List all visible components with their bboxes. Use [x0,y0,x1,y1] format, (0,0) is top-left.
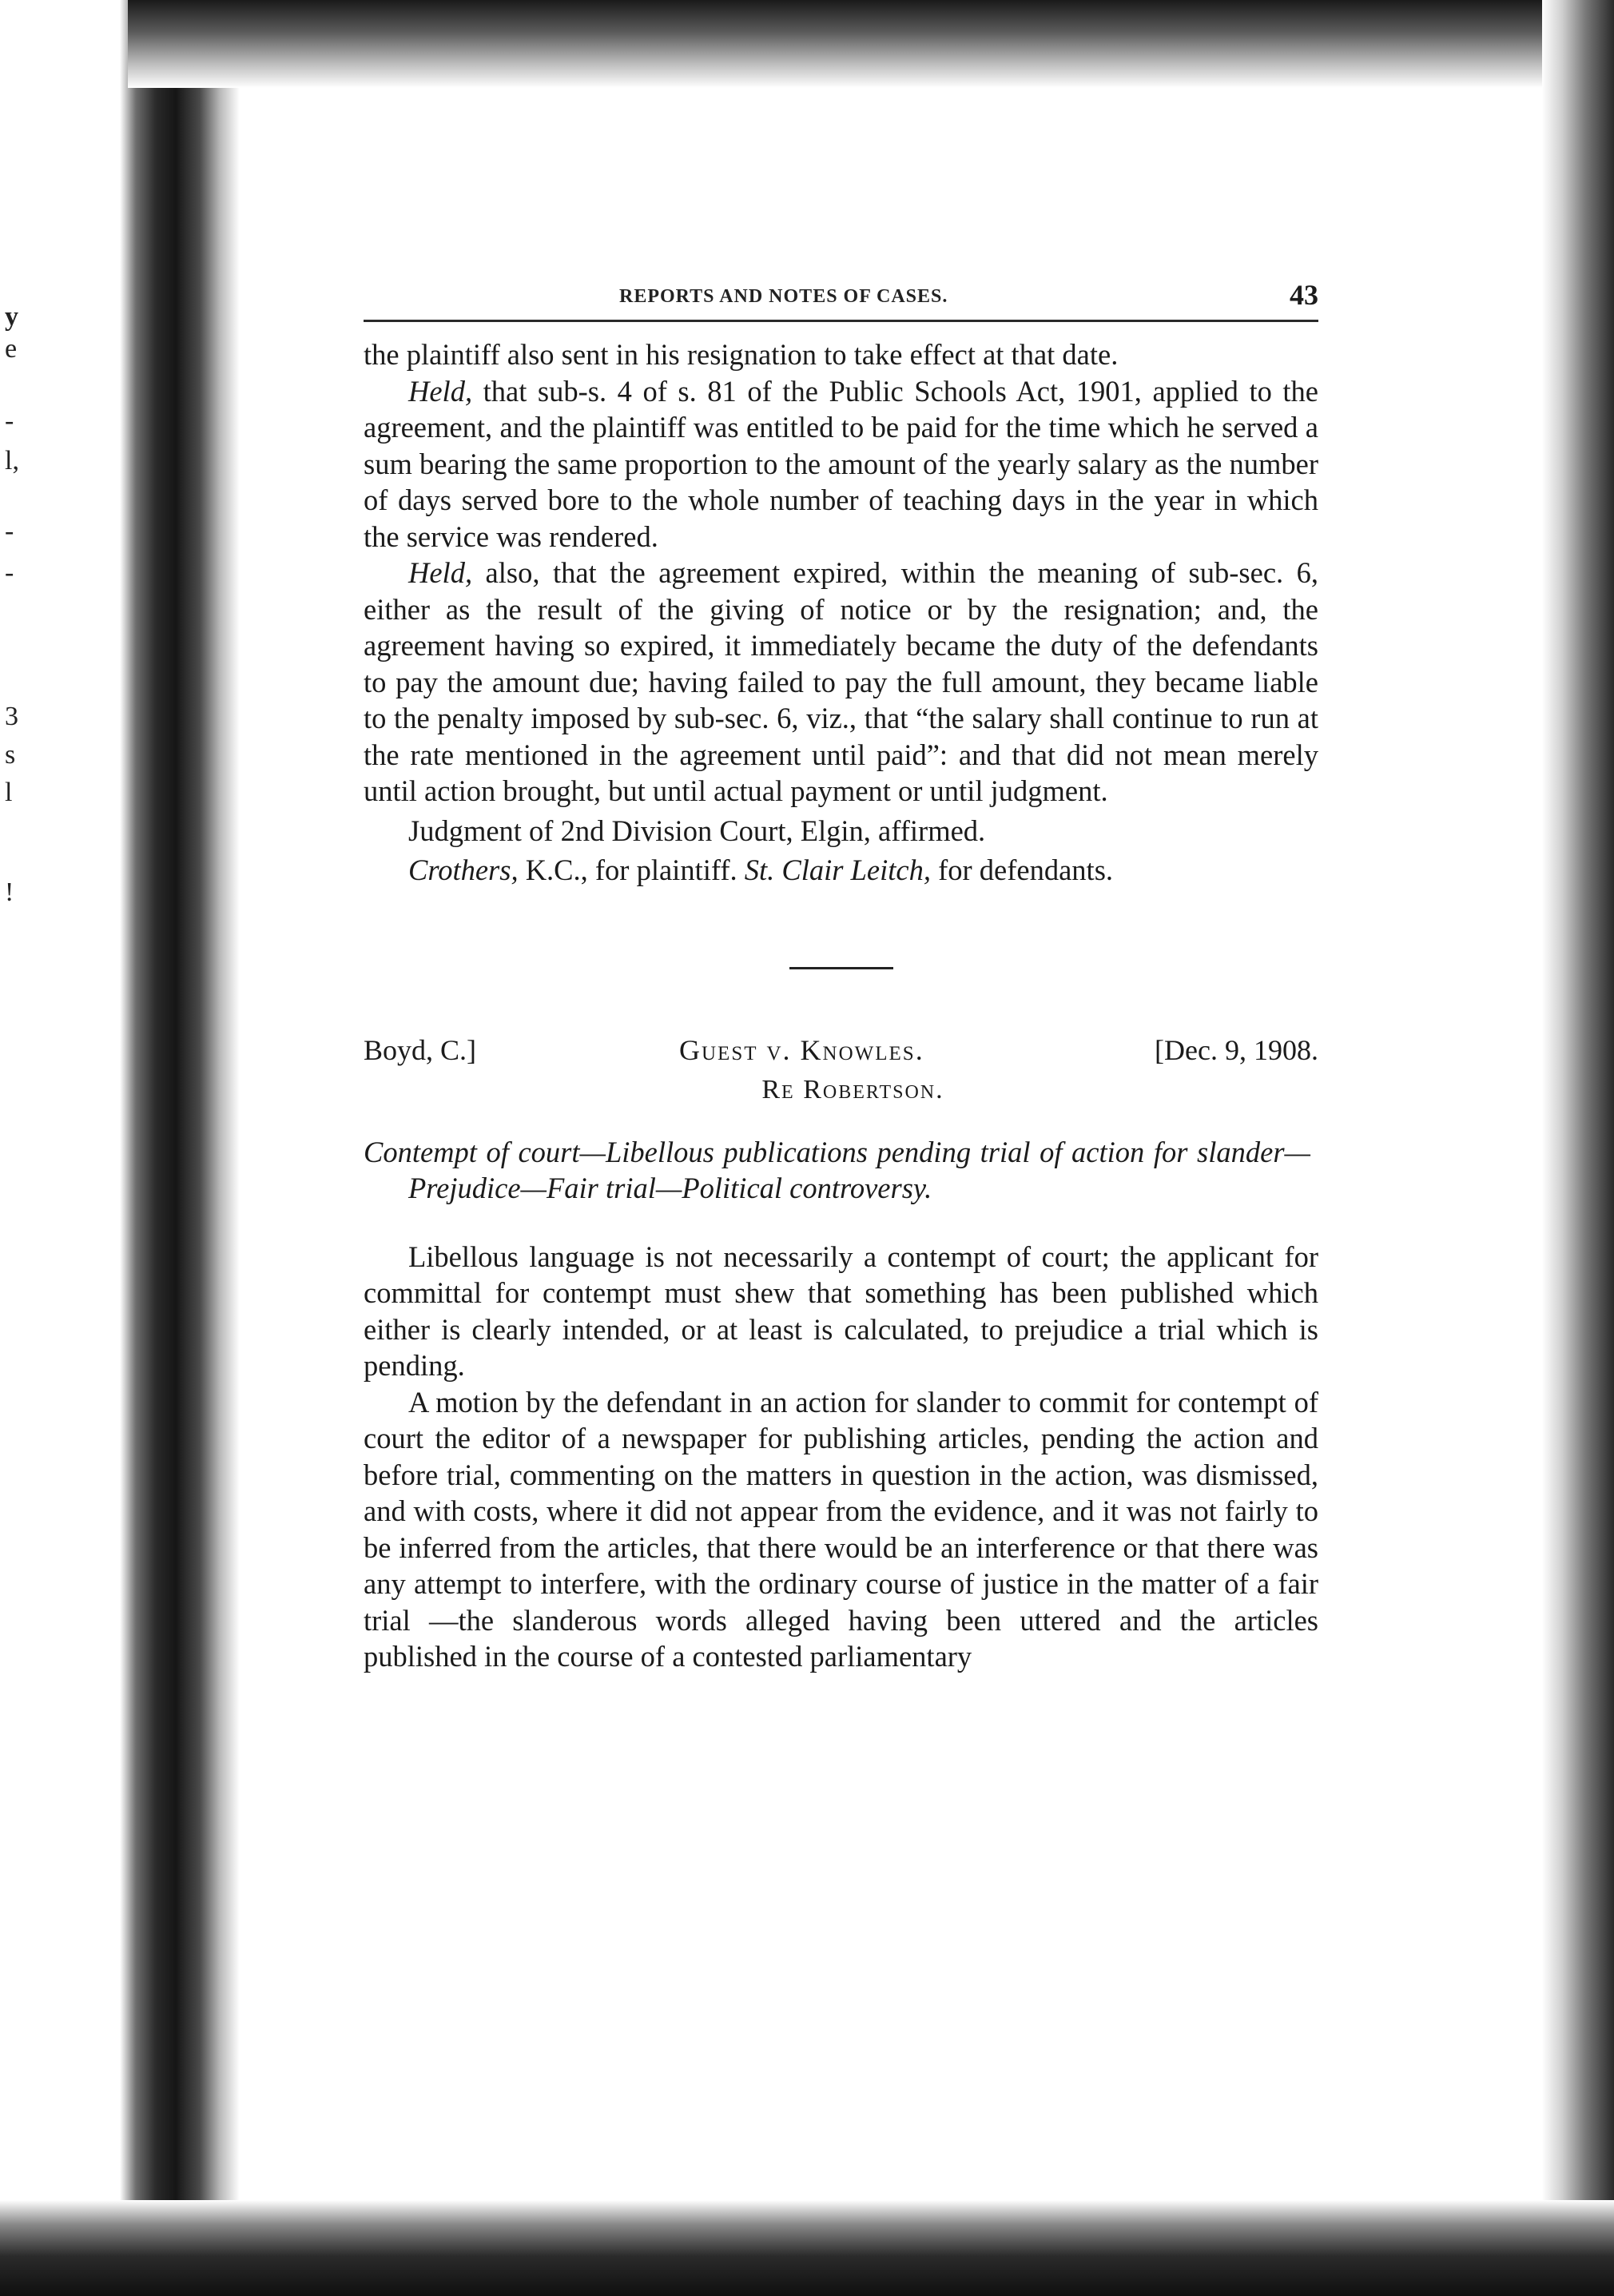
margin-fragment: ! [5,877,14,907]
case-body [364,1239,1318,1675]
margin-fragment: 3 [5,702,18,731]
judgment-line: Judgment of 2nd Division Court, Elgin, affirmed. [408,814,986,847]
scan-shadow-right [1542,0,1614,2296]
counsel-defendant-rest: for defendants. [930,854,1114,886]
case-title: Guest v. Knowles. [679,1033,924,1066]
case-headnote: Contempt of court—Libellous publications pending trial of action for slander—Prejudice—Fair trial—Political controversy. [364,1135,1310,1204]
margin-fragment: l [5,778,13,807]
margin-fragment: s [5,740,16,770]
case-paragraph-1: Libellous language is not necessarily a contempt of court; the applicant for committal for contempt must shew that something has been published which either is clearly intended, or at least is calculated, to prejudice a trial which is pending. [364,1240,1318,1382]
held-text: also, that the agreement expired, within the meaning of sub-sec. 6, either as the result of the giving of notice or by the resignation; and, the agreement having so expired, it immediately became the duty of the defendants to pay the amount due; having failed to pay the full amount, they became liable to the penalty imposed by sub-sec. 6, viz., that “the salary shall continue to run at the rate mentioned in the agreement until paid”: and that did not mean merely until action brought, but until actual payment or until judgment. [364,556,1318,807]
held-paragraph-2 [364,555,1318,810]
case-heading [364,1033,1318,1072]
case-paragraph-2: A motion by the defendant in an action for slander to commit for contempt of court the editor of a newspaper for publishing articles, pending the action and before trial, commenting on the matters in question in the action, was dismissed, and with costs, where it did not appear from the evidence, and it was not fairly to be inferred from the articles, that there would be an interference or that there was any attempt to interfere, with the ordinary course of justice in the matter of a fair trial —the slanderous words alleged having been uttered and the articles published in the course of a contested parliamentary [364,1385,1318,1673]
counsel-plaintiff-name: Crothers, [408,854,519,886]
held-paragraph-1 [364,373,1318,555]
scan-shadow-top [128,0,1614,88]
margin-fragment: y [5,302,18,332]
running-head: REPORTS AND NOTES OF CASES. [619,286,948,307]
case-re-line: Re Robertson. [761,1074,944,1104]
counsel-line [364,852,1318,889]
counsel-plaintiff-rest: K.C., for plaintiff. [518,854,745,886]
page-header [364,264,1318,322]
counsel-defendant-name: St. Clair Leitch, [744,854,931,886]
margin-fragment: e [5,334,18,364]
page-number: 43 [1290,279,1318,311]
section-divider [789,967,893,969]
held-label: Held, [408,374,473,408]
margin-fragment: l, [5,446,19,476]
held-label: Held, [408,556,473,589]
page-content [364,264,1318,1675]
held-text: that sub-s. 4 of s. 81 of the Public Schools Act, 1901, applied to the agreement, and the plaintiff was entitled to be paid for the time which he served a sum bearing the same proportion to the amount of the yearly salary as the number of days served bore to the whole number of teaching days in the year in which the service was rendered. [364,374,1318,553]
continued-paragraph: the plaintiff also sent in his resignation to take effect at that date. [364,338,1119,371]
scan-shadow-left [0,0,240,2296]
case-date: [Dec. 9, 1908. [1155,1033,1318,1066]
margin-fragment: - [5,516,14,546]
margin-fragment: - [5,558,14,587]
case-judge: Boyd, C.] [364,1033,477,1066]
scan-shadow-bottom [0,2200,1614,2296]
margin-fragment: - [5,406,14,436]
